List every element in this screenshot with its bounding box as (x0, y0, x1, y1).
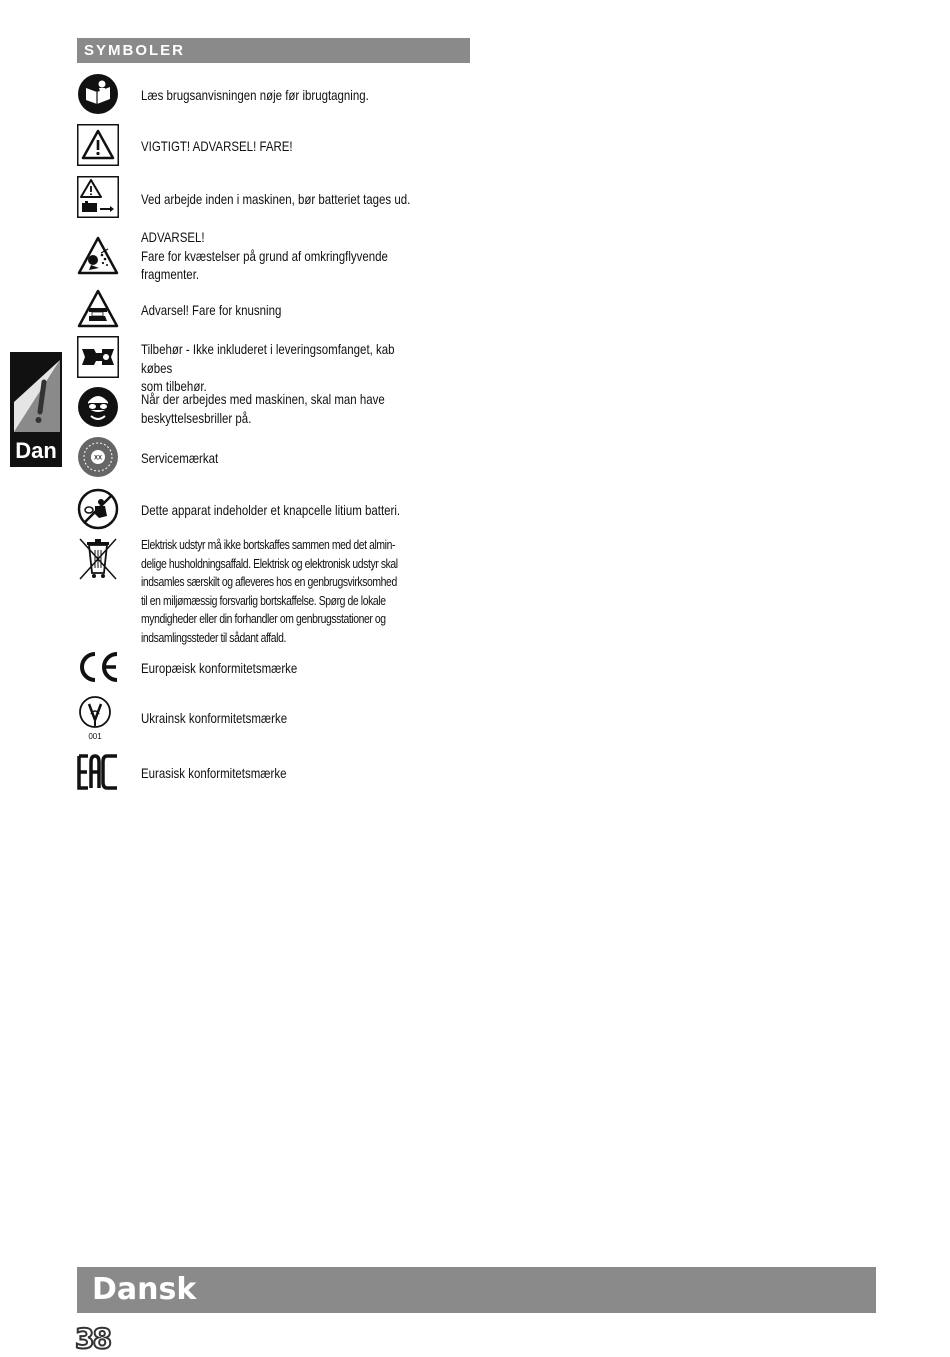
language-tab-label: Dan (15, 438, 57, 463)
symbol-text: Europæisk konformitetsmærke (141, 660, 298, 676)
symbol-text: Når der arbejdes med maskinen, skal man have beskyttelsesbriller på. (141, 391, 385, 426)
symbol-text: Tilbehør - Ikke inkluderet i leveringsomfanget, kab købes som tilbehør. (141, 341, 395, 394)
ukraine-mark-badge: 001 (88, 732, 102, 741)
coin-battery-icon (77, 488, 119, 530)
accessory-icon (77, 336, 119, 378)
ukraine-mark-icon (77, 694, 119, 742)
footer-language: Dansk (92, 1272, 197, 1307)
symbol-text: ADVARSEL! Fare for kvæstelser på grund af omkringflyvende fragmenter. (141, 229, 388, 282)
ce-mark-icon (77, 650, 119, 684)
symbol-text: VIGTIGT! ADVARSEL! FARE! (141, 138, 293, 154)
flying-fragments-icon (77, 235, 119, 277)
service-label-icon (77, 436, 119, 478)
language-tab (10, 352, 62, 467)
warning-tab-icon (10, 352, 62, 436)
symbol-text: Læs brugsanvisningen nøje før ibrugtagning. (141, 87, 369, 103)
symbol-text: Ukrainsk konformitetsmærke (141, 710, 288, 726)
footer-bar (77, 1267, 876, 1313)
symbol-text: Dette apparat indeholder et knapcelle litium batteri. (141, 502, 401, 518)
symbol-text: Eurasisk konformitetsmærke (141, 765, 287, 781)
symbol-text: Elektrisk udstyr må ikke bortskaffes sammen med det almin- delige husholdningsaffald. Elektrisk og elektronisk udstyr skal indsamles særskilt og afleveres hos en genbrugsvirksomhed til en miljømæssig forsvarlig bortskaffelse. Spørg de lokale myndigheder eller din forhandler om genbrugsstationer og indsamlingssteder til sådant affald. (141, 537, 398, 645)
service-label-badge: XX (93, 455, 103, 462)
symbol-text: Servicemærkat (141, 450, 219, 466)
warning-triangle-icon (77, 124, 119, 166)
read-manual-icon (77, 73, 119, 115)
section-header: SYMBOLER (77, 38, 470, 63)
symbol-text: Ved arbejde inden i maskinen, bør batteriet tages ud. (141, 191, 411, 207)
safety-goggles-icon (77, 386, 119, 428)
symbol-text: Advarsel! Fare for knusning (141, 302, 282, 318)
eac-mark-icon (77, 754, 119, 790)
weee-bin-icon (77, 536, 119, 582)
page-number: 38 (75, 1322, 110, 1355)
crushing-hazard-icon (77, 288, 119, 330)
remove-battery-icon (77, 176, 119, 218)
